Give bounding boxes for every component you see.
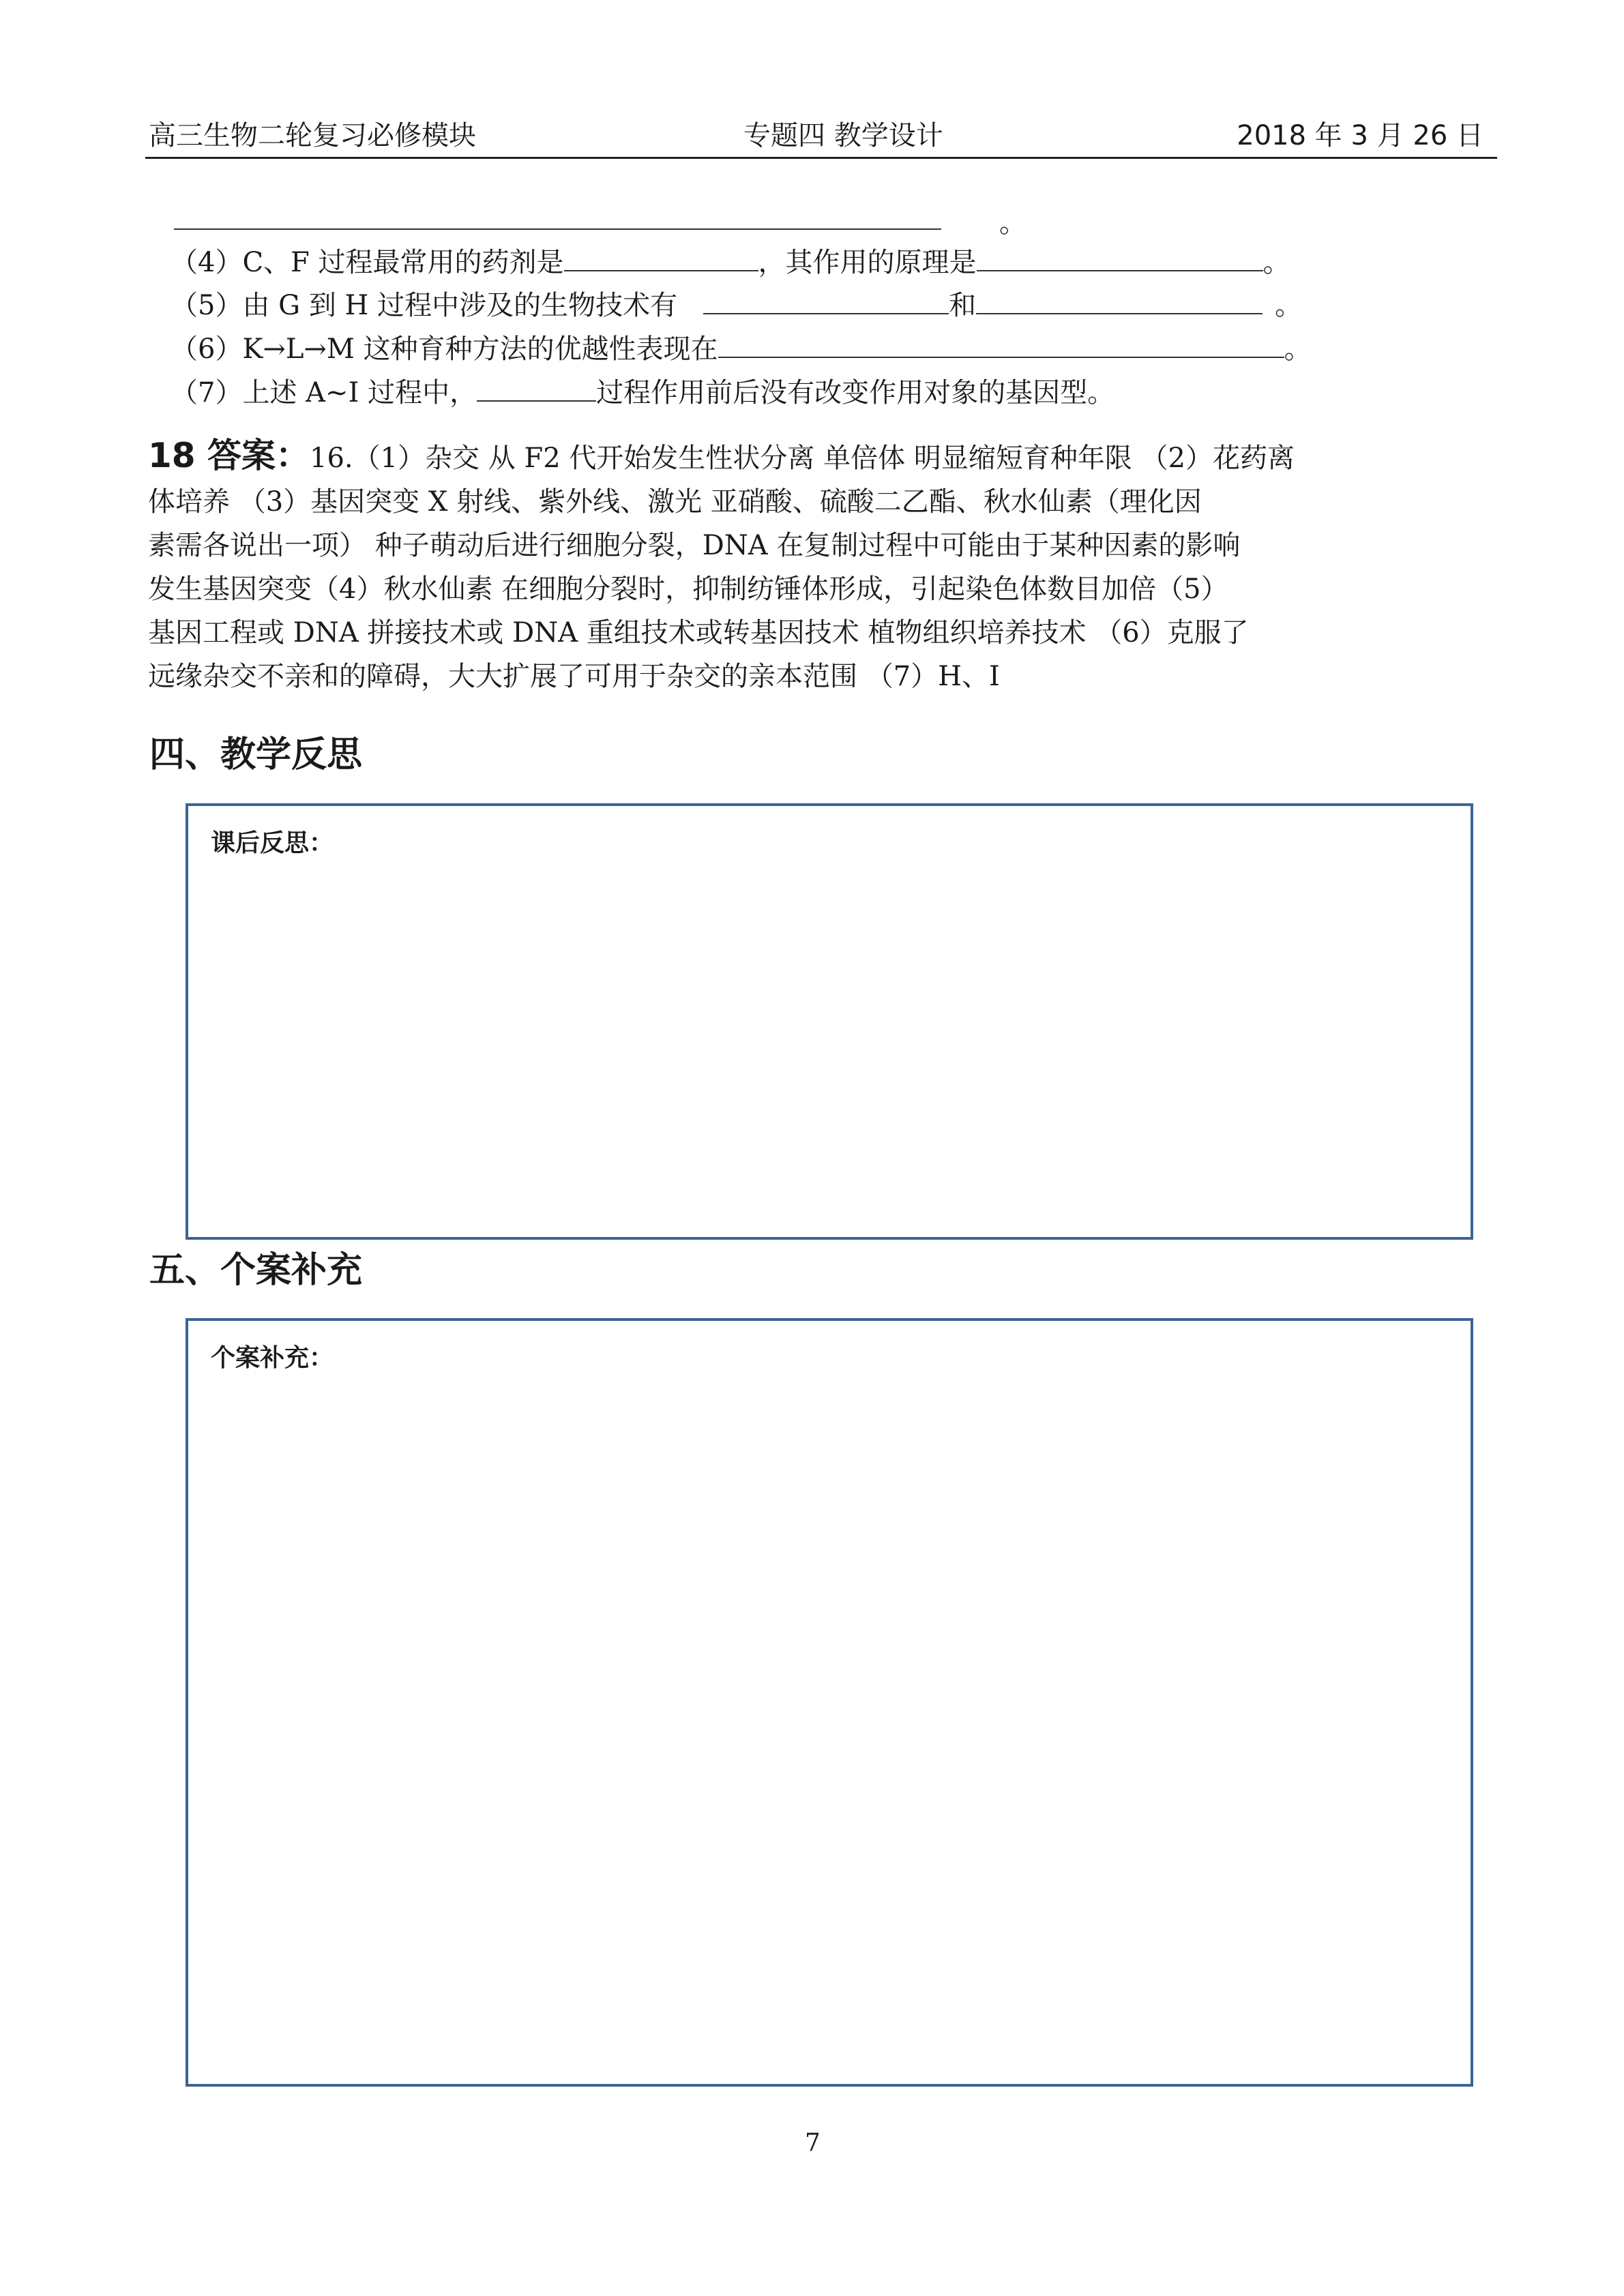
question-5-middle: 和 [949,290,977,321]
answer-line-1 [148,434,1478,480]
answer-title: 18 答案： [148,436,310,475]
section-title-supplement: 五、个案补充 [149,1249,363,1291]
question-5-prefix: （5）由 G 到 H 过程中涉及的生物技术有 [171,290,678,321]
answer-line-4: 发生基因突变（4）秋水仙素 在细胞分裂时，抑制纺锤体形成，引起染色体数目加倍（5） [148,573,1228,605]
answer-line-5: 基因工程或 DNA 拼接技术或 DNA 重组技术或转基因技术 植物组织培养技术 （6）克服了 [148,617,1249,648]
reflection-box-label: 课后反思： [211,829,334,857]
question-6 [171,329,1312,368]
answer-text-line: 16.（1）杂交 从 F2 代开始发生性状分离 单倍体 明显缩短育种年限 （2）花药离 [310,443,1295,474]
question-5-blank-2 [976,286,1263,314]
question-7-prefix: （7）上述 A~I 过程中， [171,377,477,408]
supplement-box[interactable] [186,1318,1473,2087]
page-number: 7 [805,2129,821,2157]
question-6-blank [718,329,1284,358]
page-header [145,115,1497,159]
header-course-title: 高三生物二轮复习必修模块 [149,120,476,151]
question-4-blank-2 [977,243,1263,271]
supplement-box-label: 个案补充： [211,1344,334,1372]
reflection-box[interactable] [186,803,1473,1240]
question-4-end: 。 [1263,247,1290,278]
question-4 [171,243,1290,282]
blank-line-period: 。 [999,207,1027,239]
question-5-blank-1 [703,286,949,314]
section-title-reflection: 四、教学反思 [149,734,363,775]
answer-block [148,434,1478,698]
question-7 [171,373,1114,412]
question-5-end: 。 [1275,290,1303,321]
answer-line-6: 远缘杂交不亲和的障碍，大大扩展了可用于杂交的亲本范围 （7）H、I [148,661,1000,692]
header-date: 2018 年 3 月 26 日 [1237,120,1483,151]
answer-blank-continued [174,197,941,230]
question-7-blank [477,373,596,402]
question-4-prefix: （4）C、F 过程最常用的药剂是 [171,247,564,278]
question-4-blank-1 [564,243,758,271]
header-topic: 专题四 教学设计 [743,120,943,151]
question-7-suffix: 过程作用前后没有改变作用对象的基因型。 [596,377,1115,408]
answer-line-2: 体培养 （3）基因突变 X 射线、紫外线、激光 亚硝酸、硫酸二乙酯、秋水仙素（理化因 [148,486,1202,518]
question-6-end: 。 [1284,333,1312,365]
question-6-prefix: （6）K→L→M 这种育种方法的优越性表现在 [171,333,718,365]
question-4-middle: ，其作用的原理是 [758,247,977,278]
answer-line-3: 素需各说出一项） 种子萌动后进行细胞分裂，DNA 在复制过程中可能由于某种因素的影响 [148,530,1241,561]
question-5 [171,286,1302,325]
